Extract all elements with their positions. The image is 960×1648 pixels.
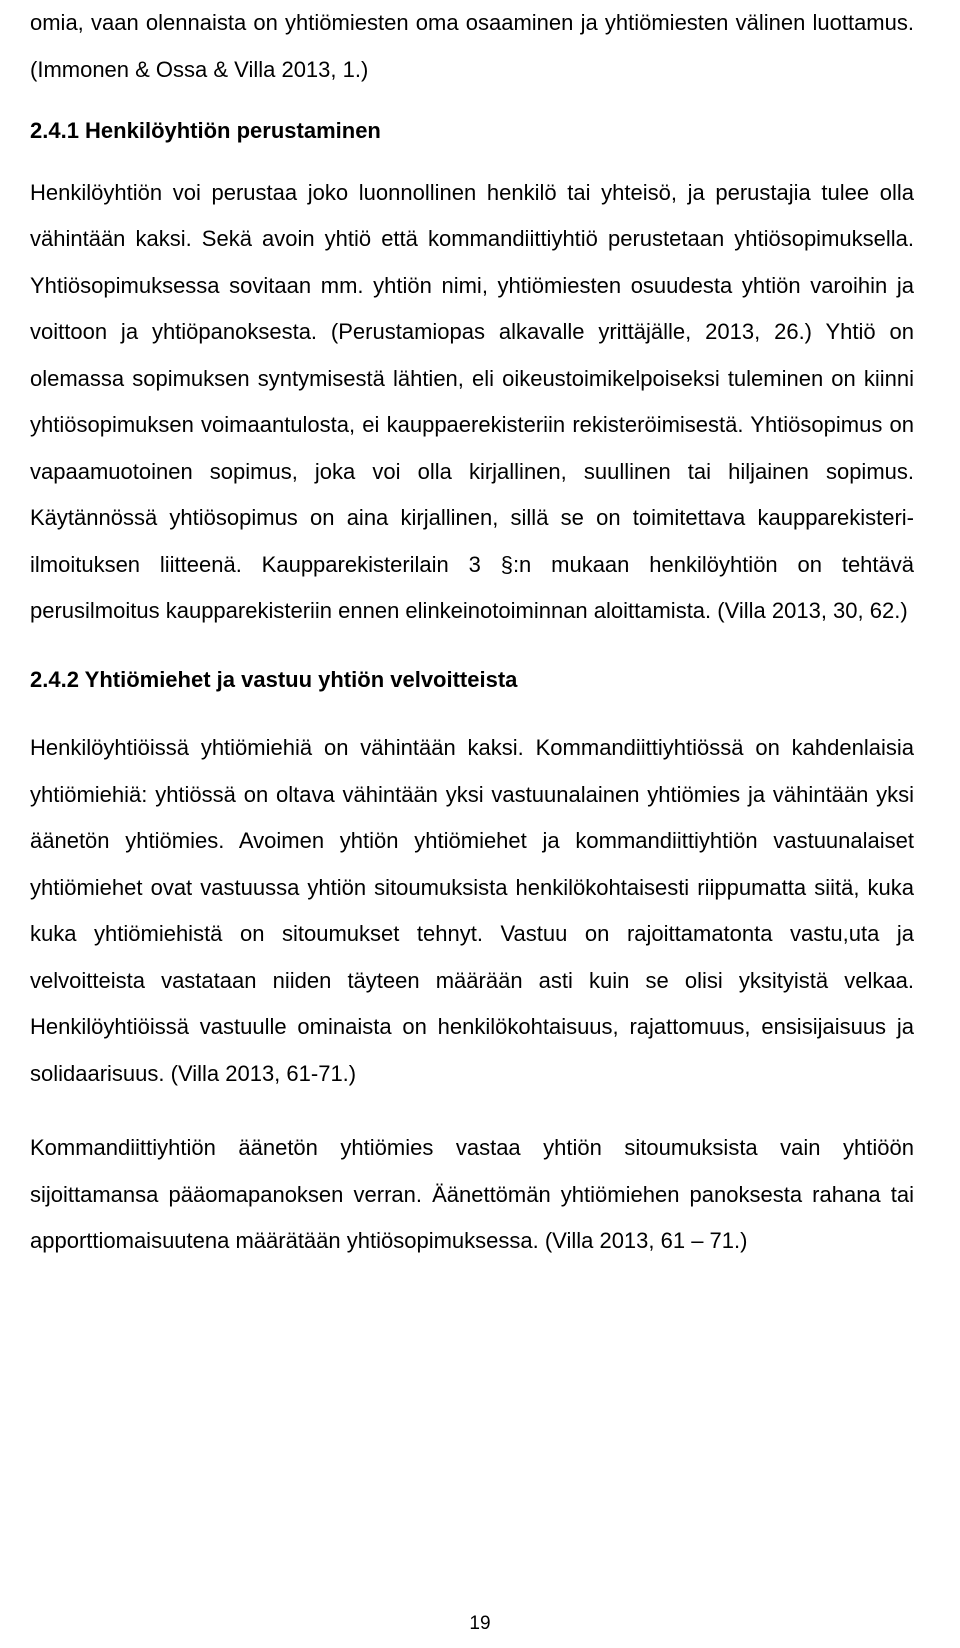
section-paragraph-2-4-1: Henkilöyhtiön voi perustaa joko luonnollinen henkilö tai yhteisö, ja perustajia tulee olla vähintään kaksi. Sekä avoin yhtiö että kommandiittiyhtiö perustetaan yhtiösopimuksella. Yhtiösopimuksessa sovitaan mm. yhtiön nimi, yhtiömiesten osuudesta yhtiön varoihin ja voittoon ja yhtiöpanoksesta. (Perustamiopas alkavalle yrittäjälle, 2013, 26.) Yhtiö on olemassa sopimuksen syntymisestä lähtien, eli oikeustoimikelpoiseksi tuleminen on kiinni yhtiösopimuksen voimaantulosta, ei kauppaerekisteriin rekisteröimisestä. Yhtiösopimus on vapaamuotoinen sopimus, joka voi olla kirjallinen, suullinen tai hiljainen sopimus. Käytännössä yhtiösopimus on aina kirjallinen, sillä se on toimitettava kaupparekisteri-ilmoituksen liitteenä. Kaupparekisterilain 3 §:n mukaan henkilöyhtiön on tehtävä perusilmoitus kaupparekisteriin ennen elinkeinotoiminnan aloittamista. (Villa 2013, 30, 62.): [30, 179, 914, 623]
page-content: [30, 0, 914, 1265]
spacer: [30, 635, 914, 657]
spacer: [30, 1097, 914, 1125]
page-number: 19: [469, 1613, 491, 1634]
section-paragraph-2-4-2-a: Henkilöyhtiöissä yhtiömiehiä on vähintään kaksi. Kommandiittiyhtiössä on kahdenlaisia yhtiömiehiä: yhtiössä on oltava vähintään yksi vastuunalainen yhtiömies ja vähintään yksi äänetön yhtiömies. Avoimen yhtiön yhtiömiehet ja kommandiittiyhtiön vastuunalaiset yhtiömiehet ovat vastuussa yhtiön sitoumuksista henkilökohtaisesti riippumatta siitä, kuka kuka yhtiömiehistä on sitoumukset tehnyt. Vastuu on rajoittamatonta vastu,uta ja velvoitteista vastataan niiden täyteen määrään asti kuin se olisi yksityistä velkaa. Henkilöyhtiöissä vastuulle ominaista on henkilökohtaisuus, rajattomuus, ensisijaisuus ja solidaarisuus. (Villa 2013, 61-71.): [30, 735, 914, 1086]
spacer: [30, 703, 914, 725]
section-paragraph-2-4-2-b: Kommandiittiyhtiön äänetön yhtiömies vastaa yhtiön sitoumuksista vain yhtiöön sijoittamansa pääomapanoksen verran. Äänettömän yhtiömiehen panoksesta rahana tai apporttiomaisuutena määrätään yhtiösopimuksessa. (Villa 2013, 61 – 71.): [30, 1135, 914, 1253]
spacer: [30, 155, 914, 170]
section-heading-2-4-2: 2.4.2 Yhtiömiehet ja vastuu yhtiön velvoitteista: [30, 666, 518, 692]
spacer: [30, 93, 914, 108]
intro-paragraph: omia, vaan olennaista on yhtiömiesten oma osaaminen ja yhtiömiesten välinen luottamus. (Immonen & Ossa & Villa 2013, 1.): [30, 10, 914, 82]
section-heading-2-4-1: 2.4.1 Henkilöyhtiön perustaminen: [30, 118, 381, 143]
